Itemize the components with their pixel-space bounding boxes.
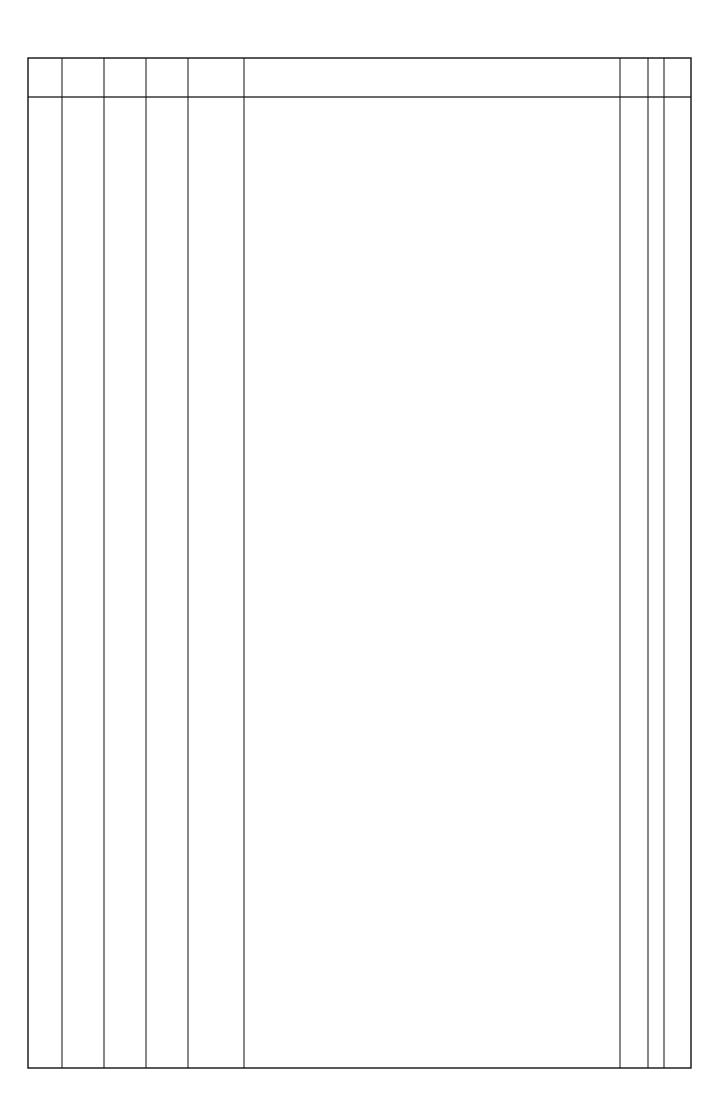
col-dip	[621, 58, 647, 96]
col-stratum	[648, 58, 664, 96]
